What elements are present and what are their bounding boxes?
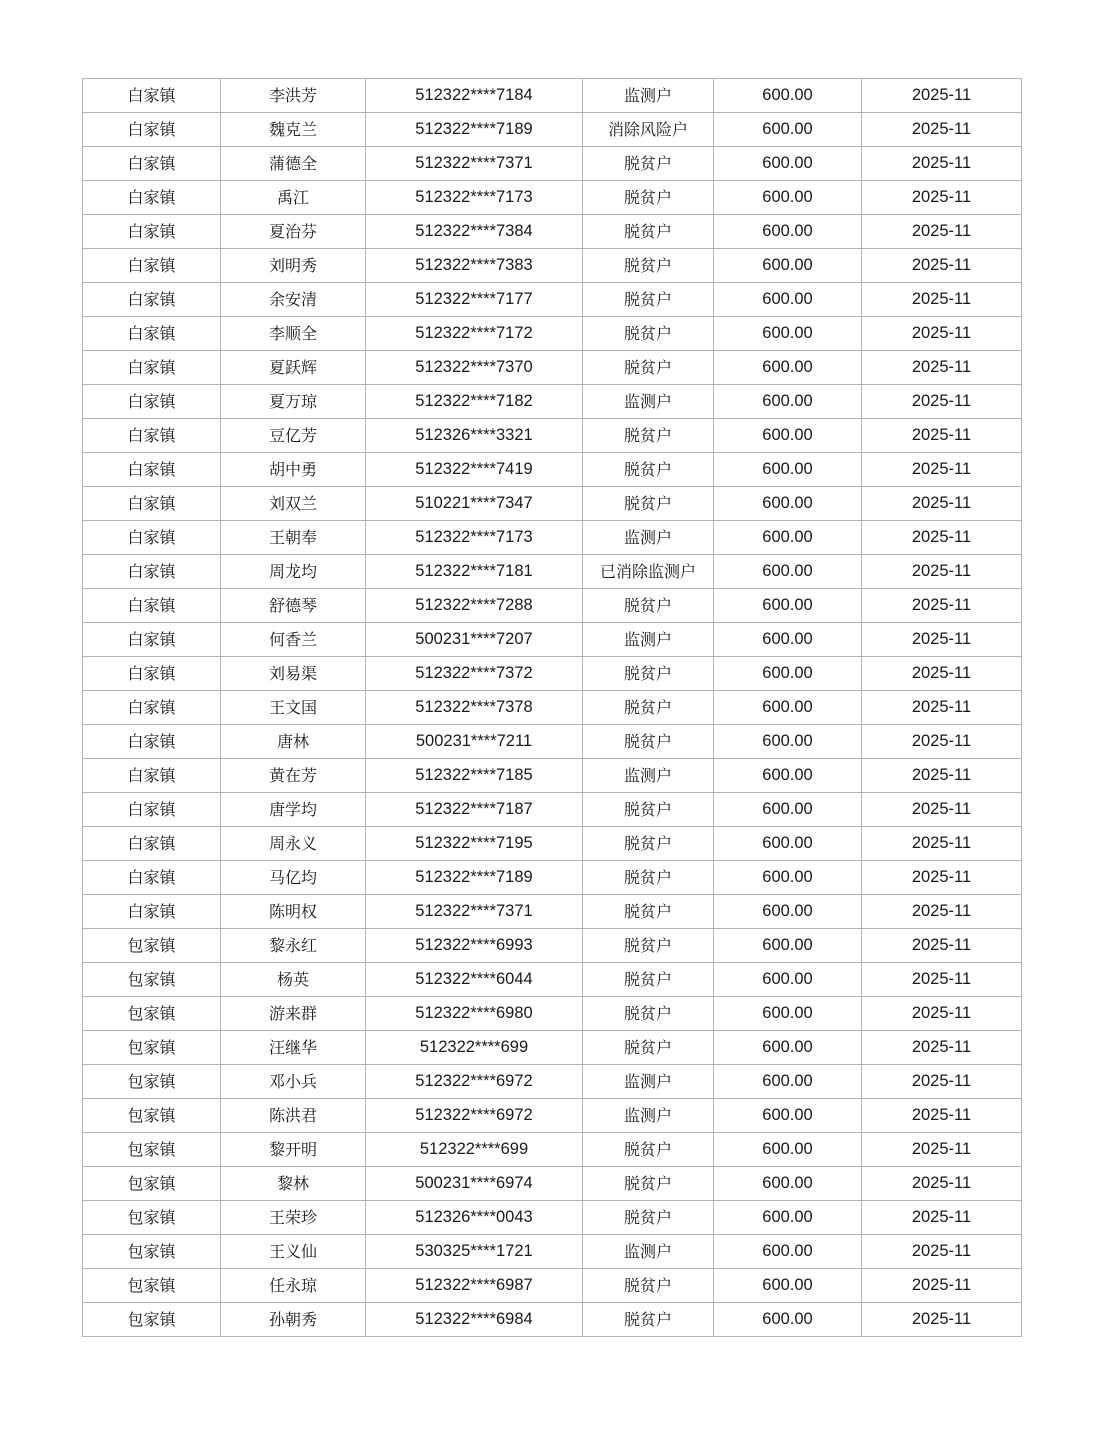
- amount-cell: 600.00: [714, 691, 862, 725]
- period-cell: 2025-11: [862, 147, 1022, 181]
- name-cell: 刘易渠: [221, 657, 366, 691]
- id-number-cell: 512322****7383: [366, 249, 583, 283]
- town-cell: 包家镇: [83, 1065, 221, 1099]
- name-cell: 王文国: [221, 691, 366, 725]
- period-cell: 2025-11: [862, 283, 1022, 317]
- name-cell: 舒德琴: [221, 589, 366, 623]
- household-type-cell: 脱贫户: [583, 487, 714, 521]
- town-cell: 白家镇: [83, 827, 221, 861]
- period-cell: 2025-11: [862, 351, 1022, 385]
- amount-cell: 600.00: [714, 1099, 862, 1133]
- id-number-cell: 512322****7173: [366, 181, 583, 215]
- town-cell: 白家镇: [83, 589, 221, 623]
- table-row: [83, 759, 1022, 793]
- table-row: [83, 793, 1022, 827]
- table-row: [83, 113, 1022, 147]
- id-number-cell: 512322****7370: [366, 351, 583, 385]
- table-row: [83, 249, 1022, 283]
- household-type-cell: 脱贫户: [583, 249, 714, 283]
- town-cell: 白家镇: [83, 181, 221, 215]
- subsidy-roster-table: [82, 78, 1022, 1337]
- period-cell: 2025-11: [862, 895, 1022, 929]
- name-cell: 余安清: [221, 283, 366, 317]
- id-number-cell: 512322****7288: [366, 589, 583, 623]
- household-type-cell: 脱贫户: [583, 861, 714, 895]
- name-cell: 汪继华: [221, 1031, 366, 1065]
- table-row: [83, 725, 1022, 759]
- household-type-cell: 监测户: [583, 1099, 714, 1133]
- amount-cell: 600.00: [714, 215, 862, 249]
- amount-cell: 600.00: [714, 861, 862, 895]
- town-cell: 白家镇: [83, 351, 221, 385]
- period-cell: 2025-11: [862, 1235, 1022, 1269]
- amount-cell: 600.00: [714, 385, 862, 419]
- period-cell: 2025-11: [862, 623, 1022, 657]
- table-row: [83, 385, 1022, 419]
- id-number-cell: 512322****7177: [366, 283, 583, 317]
- name-cell: 蒲德全: [221, 147, 366, 181]
- amount-cell: 600.00: [714, 963, 862, 997]
- amount-cell: 600.00: [714, 487, 862, 521]
- household-type-cell: 监测户: [583, 1235, 714, 1269]
- household-type-cell: 脱贫户: [583, 725, 714, 759]
- amount-cell: 600.00: [714, 589, 862, 623]
- household-type-cell: 脱贫户: [583, 147, 714, 181]
- town-cell: 包家镇: [83, 1099, 221, 1133]
- amount-cell: 600.00: [714, 419, 862, 453]
- id-number-cell: 512322****7189: [366, 861, 583, 895]
- id-number-cell: 512322****6987: [366, 1269, 583, 1303]
- period-cell: 2025-11: [862, 657, 1022, 691]
- amount-cell: 600.00: [714, 453, 862, 487]
- period-cell: 2025-11: [862, 725, 1022, 759]
- table-row: [83, 589, 1022, 623]
- amount-cell: 600.00: [714, 623, 862, 657]
- id-number-cell: 512322****7195: [366, 827, 583, 861]
- period-cell: 2025-11: [862, 1031, 1022, 1065]
- town-cell: 白家镇: [83, 793, 221, 827]
- name-cell: 游来群: [221, 997, 366, 1031]
- household-type-cell: 已消除监测户: [583, 555, 714, 589]
- id-number-cell: 512326****0043: [366, 1201, 583, 1235]
- amount-cell: 600.00: [714, 147, 862, 181]
- amount-cell: 600.00: [714, 1269, 862, 1303]
- name-cell: 胡中勇: [221, 453, 366, 487]
- town-cell: 白家镇: [83, 725, 221, 759]
- period-cell: 2025-11: [862, 1065, 1022, 1099]
- town-cell: 白家镇: [83, 623, 221, 657]
- town-cell: 白家镇: [83, 487, 221, 521]
- name-cell: 魏克兰: [221, 113, 366, 147]
- period-cell: 2025-11: [862, 861, 1022, 895]
- name-cell: 黎林: [221, 1167, 366, 1201]
- table-row: [83, 283, 1022, 317]
- household-type-cell: 脱贫户: [583, 317, 714, 351]
- id-number-cell: 512322****7384: [366, 215, 583, 249]
- table-row: [83, 1031, 1022, 1065]
- amount-cell: 600.00: [714, 79, 862, 113]
- household-type-cell: 消除风险户: [583, 113, 714, 147]
- name-cell: 周龙均: [221, 555, 366, 589]
- name-cell: 刘双兰: [221, 487, 366, 521]
- household-type-cell: 脱贫户: [583, 589, 714, 623]
- id-number-cell: 512322****6984: [366, 1303, 583, 1337]
- amount-cell: 600.00: [714, 1031, 862, 1065]
- town-cell: 白家镇: [83, 147, 221, 181]
- name-cell: 李顺全: [221, 317, 366, 351]
- household-type-cell: 监测户: [583, 759, 714, 793]
- table-row: [83, 1303, 1022, 1337]
- name-cell: 王朝奉: [221, 521, 366, 555]
- period-cell: 2025-11: [862, 487, 1022, 521]
- household-type-cell: 脱贫户: [583, 453, 714, 487]
- name-cell: 何香兰: [221, 623, 366, 657]
- amount-cell: 600.00: [714, 181, 862, 215]
- amount-cell: 600.00: [714, 1065, 862, 1099]
- amount-cell: 600.00: [714, 725, 862, 759]
- id-number-cell: 512322****6972: [366, 1065, 583, 1099]
- period-cell: 2025-11: [862, 963, 1022, 997]
- household-type-cell: 监测户: [583, 1065, 714, 1099]
- id-number-cell: 512322****7187: [366, 793, 583, 827]
- town-cell: 白家镇: [83, 385, 221, 419]
- table-row: [83, 351, 1022, 385]
- id-number-cell: 512322****7189: [366, 113, 583, 147]
- name-cell: 黎永红: [221, 929, 366, 963]
- town-cell: 白家镇: [83, 521, 221, 555]
- name-cell: 王荣珍: [221, 1201, 366, 1235]
- period-cell: 2025-11: [862, 1269, 1022, 1303]
- amount-cell: 600.00: [714, 555, 862, 589]
- amount-cell: 600.00: [714, 1235, 862, 1269]
- name-cell: 任永琼: [221, 1269, 366, 1303]
- id-number-cell: 500231****7207: [366, 623, 583, 657]
- town-cell: 白家镇: [83, 657, 221, 691]
- period-cell: 2025-11: [862, 419, 1022, 453]
- name-cell: 唐林: [221, 725, 366, 759]
- household-type-cell: 监测户: [583, 79, 714, 113]
- household-type-cell: 脱贫户: [583, 1133, 714, 1167]
- amount-cell: 600.00: [714, 793, 862, 827]
- town-cell: 包家镇: [83, 1303, 221, 1337]
- id-number-cell: 512326****3321: [366, 419, 583, 453]
- period-cell: 2025-11: [862, 691, 1022, 725]
- town-cell: 白家镇: [83, 555, 221, 589]
- name-cell: 周永义: [221, 827, 366, 861]
- amount-cell: 600.00: [714, 657, 862, 691]
- table-row: [83, 317, 1022, 351]
- name-cell: 豆亿芳: [221, 419, 366, 453]
- household-type-cell: 脱贫户: [583, 283, 714, 317]
- table-row: [83, 79, 1022, 113]
- table-row: [83, 895, 1022, 929]
- household-type-cell: 脱贫户: [583, 963, 714, 997]
- household-type-cell: 脱贫户: [583, 997, 714, 1031]
- table-row: [83, 861, 1022, 895]
- name-cell: 禹江: [221, 181, 366, 215]
- name-cell: 李洪芳: [221, 79, 366, 113]
- name-cell: 邓小兵: [221, 1065, 366, 1099]
- table-row: [83, 555, 1022, 589]
- name-cell: 陈明权: [221, 895, 366, 929]
- amount-cell: 600.00: [714, 1303, 862, 1337]
- amount-cell: 600.00: [714, 929, 862, 963]
- amount-cell: 600.00: [714, 113, 862, 147]
- id-number-cell: 512322****7173: [366, 521, 583, 555]
- amount-cell: 600.00: [714, 351, 862, 385]
- table-row: [83, 1201, 1022, 1235]
- town-cell: 包家镇: [83, 1269, 221, 1303]
- household-type-cell: 脱贫户: [583, 657, 714, 691]
- period-cell: 2025-11: [862, 521, 1022, 555]
- table-row: [83, 963, 1022, 997]
- household-type-cell: 脱贫户: [583, 419, 714, 453]
- amount-cell: 600.00: [714, 521, 862, 555]
- household-type-cell: 监测户: [583, 385, 714, 419]
- period-cell: 2025-11: [862, 793, 1022, 827]
- name-cell: 黎开明: [221, 1133, 366, 1167]
- roster-body: [83, 79, 1022, 1337]
- amount-cell: 600.00: [714, 249, 862, 283]
- table-row: [83, 623, 1022, 657]
- period-cell: 2025-11: [862, 181, 1022, 215]
- period-cell: 2025-11: [862, 385, 1022, 419]
- name-cell: 陈洪君: [221, 1099, 366, 1133]
- town-cell: 白家镇: [83, 79, 221, 113]
- name-cell: 黄在芳: [221, 759, 366, 793]
- table-row: [83, 1099, 1022, 1133]
- period-cell: 2025-11: [862, 827, 1022, 861]
- household-type-cell: 脱贫户: [583, 895, 714, 929]
- period-cell: 2025-11: [862, 1099, 1022, 1133]
- id-number-cell: 512322****7184: [366, 79, 583, 113]
- household-type-cell: 监测户: [583, 623, 714, 657]
- household-type-cell: 脱贫户: [583, 1201, 714, 1235]
- town-cell: 包家镇: [83, 997, 221, 1031]
- table-row: [83, 419, 1022, 453]
- town-cell: 包家镇: [83, 1235, 221, 1269]
- town-cell: 包家镇: [83, 1201, 221, 1235]
- period-cell: 2025-11: [862, 1167, 1022, 1201]
- period-cell: 2025-11: [862, 1133, 1022, 1167]
- amount-cell: 600.00: [714, 895, 862, 929]
- town-cell: 包家镇: [83, 1167, 221, 1201]
- id-number-cell: 500231****7211: [366, 725, 583, 759]
- period-cell: 2025-11: [862, 113, 1022, 147]
- amount-cell: 600.00: [714, 997, 862, 1031]
- amount-cell: 600.00: [714, 759, 862, 793]
- town-cell: 白家镇: [83, 895, 221, 929]
- town-cell: 白家镇: [83, 759, 221, 793]
- household-type-cell: 脱贫户: [583, 691, 714, 725]
- table-row: [83, 487, 1022, 521]
- table-row: [83, 181, 1022, 215]
- household-type-cell: 脱贫户: [583, 1269, 714, 1303]
- household-type-cell: 脱贫户: [583, 181, 714, 215]
- household-type-cell: 脱贫户: [583, 215, 714, 249]
- table-row: [83, 1269, 1022, 1303]
- period-cell: 2025-11: [862, 215, 1022, 249]
- table-row: [83, 1235, 1022, 1269]
- id-number-cell: 512322****7371: [366, 895, 583, 929]
- table-row: [83, 1065, 1022, 1099]
- household-type-cell: 脱贫户: [583, 793, 714, 827]
- household-type-cell: 脱贫户: [583, 351, 714, 385]
- period-cell: 2025-11: [862, 249, 1022, 283]
- id-number-cell: 512322****7172: [366, 317, 583, 351]
- id-number-cell: 500231****6974: [366, 1167, 583, 1201]
- period-cell: 2025-11: [862, 1201, 1022, 1235]
- id-number-cell: 512322****699: [366, 1133, 583, 1167]
- id-number-cell: 512322****6972: [366, 1099, 583, 1133]
- town-cell: 白家镇: [83, 249, 221, 283]
- name-cell: 王义仙: [221, 1235, 366, 1269]
- id-number-cell: 512322****7372: [366, 657, 583, 691]
- period-cell: 2025-11: [862, 929, 1022, 963]
- table-row: [83, 521, 1022, 555]
- name-cell: 唐学均: [221, 793, 366, 827]
- period-cell: 2025-11: [862, 997, 1022, 1031]
- table-row: [83, 657, 1022, 691]
- name-cell: 夏治芬: [221, 215, 366, 249]
- name-cell: 杨英: [221, 963, 366, 997]
- name-cell: 孙朝秀: [221, 1303, 366, 1337]
- table-row: [83, 827, 1022, 861]
- id-number-cell: 512322****7182: [366, 385, 583, 419]
- table-row: [83, 929, 1022, 963]
- town-cell: 包家镇: [83, 1031, 221, 1065]
- amount-cell: 600.00: [714, 317, 862, 351]
- household-type-cell: 脱贫户: [583, 827, 714, 861]
- period-cell: 2025-11: [862, 453, 1022, 487]
- period-cell: 2025-11: [862, 555, 1022, 589]
- id-number-cell: 512322****6993: [366, 929, 583, 963]
- period-cell: 2025-11: [862, 589, 1022, 623]
- id-number-cell: 512322****7185: [366, 759, 583, 793]
- name-cell: 刘明秀: [221, 249, 366, 283]
- amount-cell: 600.00: [714, 827, 862, 861]
- id-number-cell: 512322****7371: [366, 147, 583, 181]
- town-cell: 白家镇: [83, 691, 221, 725]
- town-cell: 白家镇: [83, 283, 221, 317]
- id-number-cell: 510221****7347: [366, 487, 583, 521]
- period-cell: 2025-11: [862, 79, 1022, 113]
- household-type-cell: 脱贫户: [583, 1167, 714, 1201]
- table-row: [83, 691, 1022, 725]
- amount-cell: 600.00: [714, 1201, 862, 1235]
- town-cell: 包家镇: [83, 1133, 221, 1167]
- period-cell: 2025-11: [862, 759, 1022, 793]
- town-cell: 白家镇: [83, 419, 221, 453]
- town-cell: 白家镇: [83, 861, 221, 895]
- town-cell: 包家镇: [83, 929, 221, 963]
- table-row: [83, 997, 1022, 1031]
- household-type-cell: 脱贫户: [583, 1031, 714, 1065]
- period-cell: 2025-11: [862, 317, 1022, 351]
- id-number-cell: 512322****699: [366, 1031, 583, 1065]
- id-number-cell: 512322****7181: [366, 555, 583, 589]
- town-cell: 白家镇: [83, 453, 221, 487]
- town-cell: 白家镇: [83, 215, 221, 249]
- name-cell: 马亿均: [221, 861, 366, 895]
- id-number-cell: 512322****7419: [366, 453, 583, 487]
- id-number-cell: 530325****1721: [366, 1235, 583, 1269]
- town-cell: 白家镇: [83, 317, 221, 351]
- table-row: [83, 453, 1022, 487]
- id-number-cell: 512322****6980: [366, 997, 583, 1031]
- period-cell: 2025-11: [862, 1303, 1022, 1337]
- town-cell: 包家镇: [83, 963, 221, 997]
- amount-cell: 600.00: [714, 283, 862, 317]
- household-type-cell: 脱贫户: [583, 929, 714, 963]
- amount-cell: 600.00: [714, 1133, 862, 1167]
- amount-cell: 600.00: [714, 1167, 862, 1201]
- table-row: [83, 215, 1022, 249]
- table-row: [83, 147, 1022, 181]
- table-row: [83, 1133, 1022, 1167]
- town-cell: 白家镇: [83, 113, 221, 147]
- table-row: [83, 1167, 1022, 1201]
- id-number-cell: 512322****7378: [366, 691, 583, 725]
- name-cell: 夏跃辉: [221, 351, 366, 385]
- household-type-cell: 监测户: [583, 521, 714, 555]
- name-cell: 夏万琼: [221, 385, 366, 419]
- id-number-cell: 512322****6044: [366, 963, 583, 997]
- household-type-cell: 脱贫户: [583, 1303, 714, 1337]
